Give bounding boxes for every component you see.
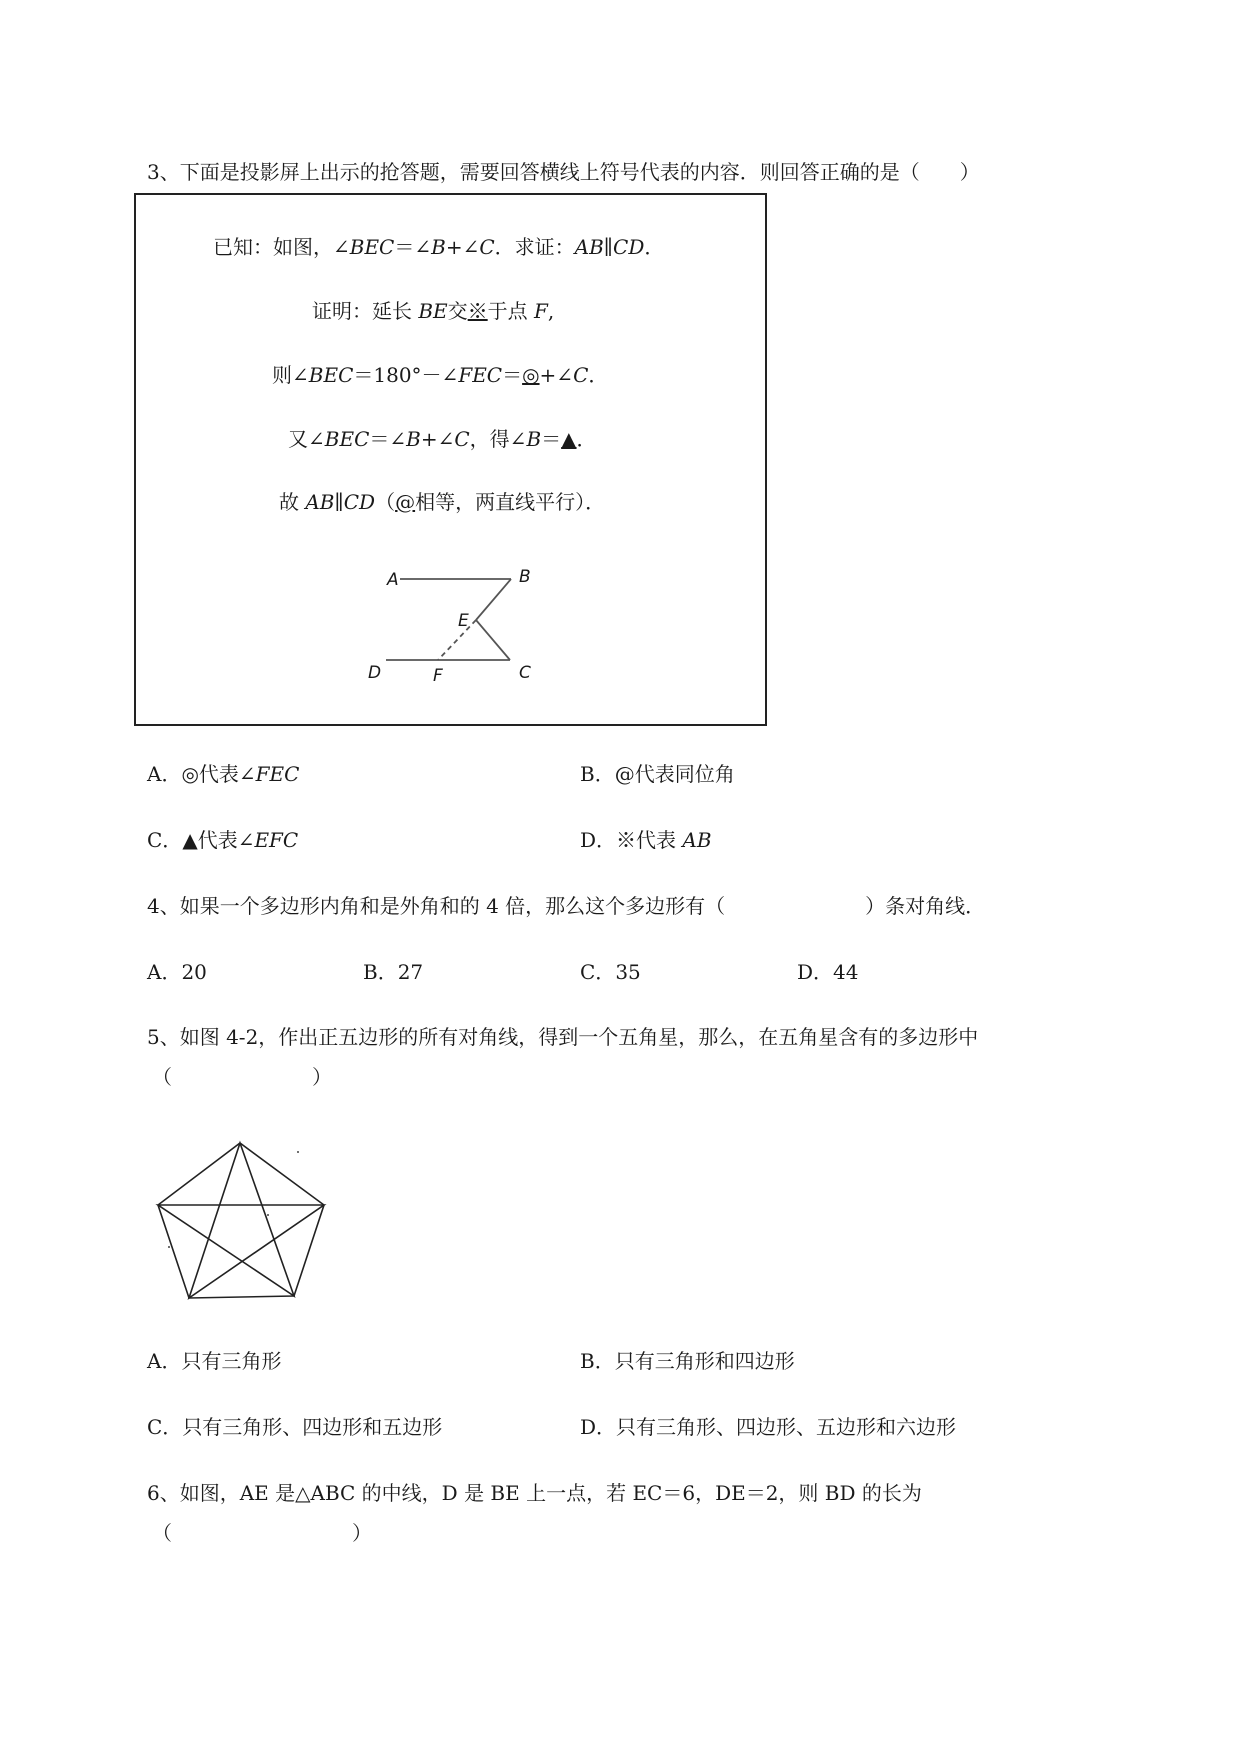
q5-answer-paren: （ ） bbox=[152, 1065, 332, 1089]
q3-proof-line-3: 又∠BEC＝∠B+∠C，得∠B＝▲． bbox=[288, 427, 597, 451]
point-label-c: C bbox=[519, 663, 531, 683]
q3-option-d: D．※代表 AB bbox=[580, 828, 712, 852]
q3-given-line: 已知：如图，∠BEC＝∠B+∠C．求证：AB∥CD． bbox=[213, 235, 665, 259]
q4-option-a: A．20 bbox=[147, 960, 207, 984]
point-label-b: B bbox=[519, 567, 531, 587]
speck-dot bbox=[297, 1151, 299, 1153]
speck-dot bbox=[168, 1246, 170, 1248]
point-label-d: D bbox=[368, 663, 382, 683]
q6-stem: 6、如图，AE 是△ABC 的中线，D 是 BE 上一点，若 EC＝6，DE＝2，则 BD 的长为 bbox=[147, 1481, 922, 1505]
q3-option-b: B．@代表同位角 bbox=[580, 762, 735, 786]
q5-option-d: D．只有三角形、四边形、五边形和六边形 bbox=[580, 1415, 957, 1439]
segment-ec bbox=[476, 620, 510, 660]
q3-proof-line-1: 证明：延长 BE交※于点 F, bbox=[312, 299, 555, 323]
q3-stem: 3、下面是投影屏上出示的抢答题，需要回答横线上符号代表的内容．则回答正确的是（ ） bbox=[147, 160, 980, 184]
q6-answer-paren: （ ） bbox=[152, 1521, 372, 1545]
symbol-reference-mark: ※ bbox=[467, 299, 488, 323]
speck-dot bbox=[267, 1214, 269, 1216]
q4-stem: 4、如果一个多边形内角和是外角和的 4 倍，那么这个多边形有（ ）条对角线． bbox=[147, 894, 986, 918]
q4-option-d: D．44 bbox=[797, 960, 859, 984]
segment-be bbox=[476, 579, 511, 620]
point-label-f: F bbox=[433, 666, 443, 686]
q3-option-a: A．◎代表∠FEC bbox=[147, 762, 300, 786]
q5-stem: 5、如图 4-2，作出正五边形的所有对角线，得到一个五角星，那么，在五角星含有的多边形中 bbox=[147, 1025, 979, 1049]
q5-option-a: A．只有三角形 bbox=[147, 1349, 282, 1373]
q5-option-c: C．只有三角形、四边形和五边形 bbox=[147, 1415, 443, 1439]
symbol-triangle: ▲ bbox=[561, 427, 577, 451]
q4-option-c: C．35 bbox=[580, 960, 641, 984]
q3-geometry-figure bbox=[356, 575, 556, 715]
pentagon-outline bbox=[158, 1143, 324, 1298]
point-label-e: E bbox=[458, 611, 469, 631]
star-diagonals bbox=[158, 1143, 324, 1298]
symbol-at: @ bbox=[395, 490, 416, 514]
pentagon-star-figure bbox=[148, 1130, 338, 1300]
q3-projection-box bbox=[134, 193, 767, 726]
q3-proof-line-2: 则∠BEC＝180°－∠FEC＝◎+∠C． bbox=[272, 363, 609, 387]
segment-ef-dashed bbox=[438, 620, 476, 660]
symbol-double-circle: ◎ bbox=[522, 363, 540, 387]
q3-proof-line-4: 故 AB∥CD（@相等，两直线平行）． bbox=[279, 490, 606, 514]
q3-option-c: C．▲代表∠EFC bbox=[147, 828, 299, 852]
q4-option-b: B．27 bbox=[363, 960, 424, 984]
point-label-a: A bbox=[387, 570, 399, 590]
q5-option-b: B．只有三角形和四边形 bbox=[580, 1349, 795, 1373]
